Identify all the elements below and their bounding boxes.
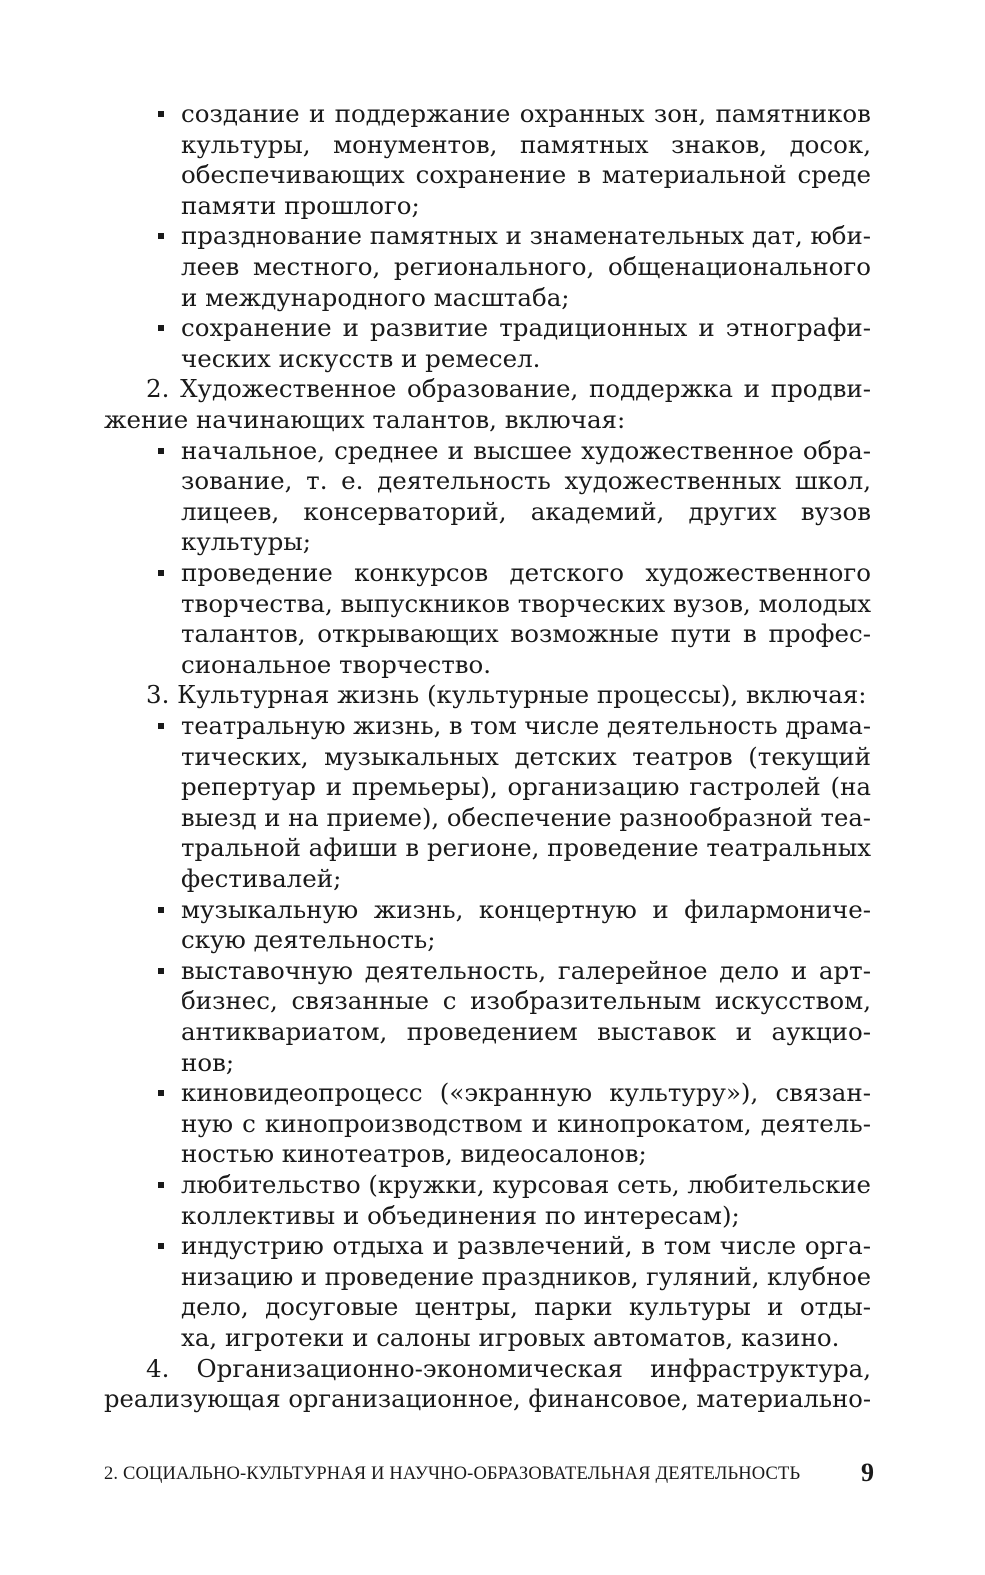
line-text: антиквариатом, проведением выставок и аукцио- [181, 1017, 871, 1046]
line-text: сохранение и развитие традиционных и этнографи- [181, 313, 872, 343]
line-text: бизнес, связанные с изобразительным искусством, [181, 986, 871, 1016]
line-text: тических, музыкальных детских театров (текущий [181, 741, 871, 771]
text-line [0, 1108, 985, 1139]
bullet-item-line [0, 557, 985, 588]
line-text: выставочную деятельность, галерейное дело и арт- [181, 955, 872, 985]
line-text: любительство (кружки, курсовая сеть, любительские [181, 1170, 871, 1199]
bullet-item-line [0, 435, 985, 466]
line-text: скую деятельность; [181, 925, 436, 955]
line-text: ха, игротеки и салоны игровых автоматов, казино. [181, 1323, 840, 1352]
line-text: 4. Организационно-экономическая инфраструктура, [146, 1353, 871, 1383]
text-line [0, 1016, 985, 1047]
text-line [0, 465, 985, 496]
text-line [0, 832, 985, 863]
line-text: дело, досуговые центры, парки культуры и отды- [181, 1292, 872, 1322]
bullet-marker [158, 233, 164, 239]
line-text: индустрию отдыха и развлечений, в том числе орга- [181, 1231, 871, 1261]
bullet-marker [158, 968, 164, 974]
text-line [0, 159, 985, 190]
bullet-marker [158, 570, 164, 576]
bullet-item-line [0, 710, 985, 741]
line-text: ческих искусств и ремесел. [181, 343, 541, 373]
line-text: сиональное творчество. [181, 649, 492, 679]
page-footer [104, 1458, 874, 1490]
line-text: творчества, выпускников творческих вузов, молодых [181, 588, 872, 618]
line-text: культуры, монументов, памятных знаков, досок, [181, 129, 872, 159]
line-text: начальное, среднее и высшее художественное обра- [181, 435, 871, 465]
line-text: ную с кинопроизводством и кинопрокатом, деятель- [181, 1108, 871, 1138]
line-text: обеспечивающих сохранение в материальной среде [181, 160, 872, 190]
line-text: зование, т. е. деятельность художественных школ, [181, 466, 872, 496]
bullet-item-line [0, 894, 985, 925]
text-line [0, 129, 985, 160]
bullet-marker [158, 448, 164, 454]
line-text: фестивалей; [181, 864, 342, 893]
bullet-marker [158, 723, 164, 729]
bullet-item-line [0, 220, 985, 251]
text-line [0, 1047, 985, 1078]
page-number: 9 [861, 1458, 874, 1487]
paragraph-first-line [0, 1353, 985, 1384]
bullet-item-line [0, 1230, 985, 1261]
line-text: театральную жизнь, в том числе деятельность драма- [181, 711, 872, 740]
bullet-item-line [0, 98, 985, 129]
text-line [0, 802, 985, 833]
bullet-marker [158, 907, 164, 913]
line-text: тральной афиши в регионе, проведение театральных [181, 833, 872, 863]
line-text: жение начинающих талантов, включая: [104, 405, 626, 434]
running-title: 2. СОЦИАЛЬНО-КУЛЬТУРНАЯ И НАУЧНО-ОБРАЗОВАТЕЛЬНАЯ ДЕЯТЕЛЬНОСТЬ [104, 1464, 801, 1484]
bullet-marker [158, 1182, 164, 1188]
text-line [0, 924, 985, 955]
bullet-marker [158, 1243, 164, 1249]
line-text: празднование памятных и знаменательных дат, юби- [181, 221, 871, 251]
line-text: леев местного, регионального, общенационального [181, 252, 871, 281]
text-line [0, 1291, 985, 1322]
text-line [0, 863, 985, 894]
line-text: проведение конкурсов детского художественного [181, 558, 871, 587]
bullet-marker [158, 111, 164, 117]
line-text: талантов, открывающих возможные пути в профес- [181, 619, 871, 649]
line-text: реализующая организационное, финансовое, материально- [104, 1384, 872, 1414]
text-line [0, 649, 985, 680]
line-text: 3. Культурная жизнь (культурные процессы), включая: [146, 680, 867, 710]
bullet-item-line [0, 1077, 985, 1108]
line-text: репертуар и премьеры), организацию гастролей (на [181, 772, 872, 802]
line-text: выезд и на приеме), обеспечение разнообразной теа- [181, 802, 872, 832]
text-line [0, 404, 985, 435]
line-text: коллективы и объединения по интересам); [181, 1200, 740, 1230]
text-line [0, 343, 985, 374]
text-line [0, 1261, 985, 1292]
bullet-marker [158, 1090, 164, 1096]
line-text: киновидеопроцесс («экранную культуру»), связан- [181, 1078, 871, 1108]
line-text: и международного масштаба; [181, 282, 570, 312]
text-line [0, 190, 985, 221]
bullet-marker [158, 325, 164, 331]
text-line [0, 1138, 985, 1169]
text-line [0, 1383, 985, 1414]
text-line [0, 526, 985, 557]
bullet-item-line [0, 1169, 985, 1200]
line-text: низацию и проведение праздников, гуляний, клубное [181, 1261, 872, 1291]
line-text: лицеев, консерваторий, академий, других вузов [181, 496, 872, 526]
line-text: памяти прошлого; [181, 190, 420, 220]
bullet-item-line [0, 955, 985, 986]
line-text: создание и поддержание охранных зон, памятников [181, 99, 871, 128]
line-text: 2. Художественное образование, поддержка и продви- [146, 374, 871, 404]
text-line [0, 618, 985, 649]
paragraph-first-line [0, 373, 985, 404]
paragraph-first-line [0, 679, 985, 710]
text-line [0, 251, 985, 282]
text-line [0, 741, 985, 772]
text-line [0, 771, 985, 802]
line-text: музыкальную жизнь, концертную и филармониче- [181, 894, 871, 924]
line-text: культуры; [181, 527, 312, 557]
text-line [0, 1322, 985, 1353]
line-text: нов; [181, 1047, 235, 1077]
text-line [0, 1200, 985, 1231]
line-text: ностью кинотеатров, видеосалонов; [181, 1139, 647, 1169]
text-line [0, 985, 985, 1016]
text-line [0, 588, 985, 619]
text-line [0, 496, 985, 527]
text-line [0, 282, 985, 313]
bullet-item-line [0, 312, 985, 343]
